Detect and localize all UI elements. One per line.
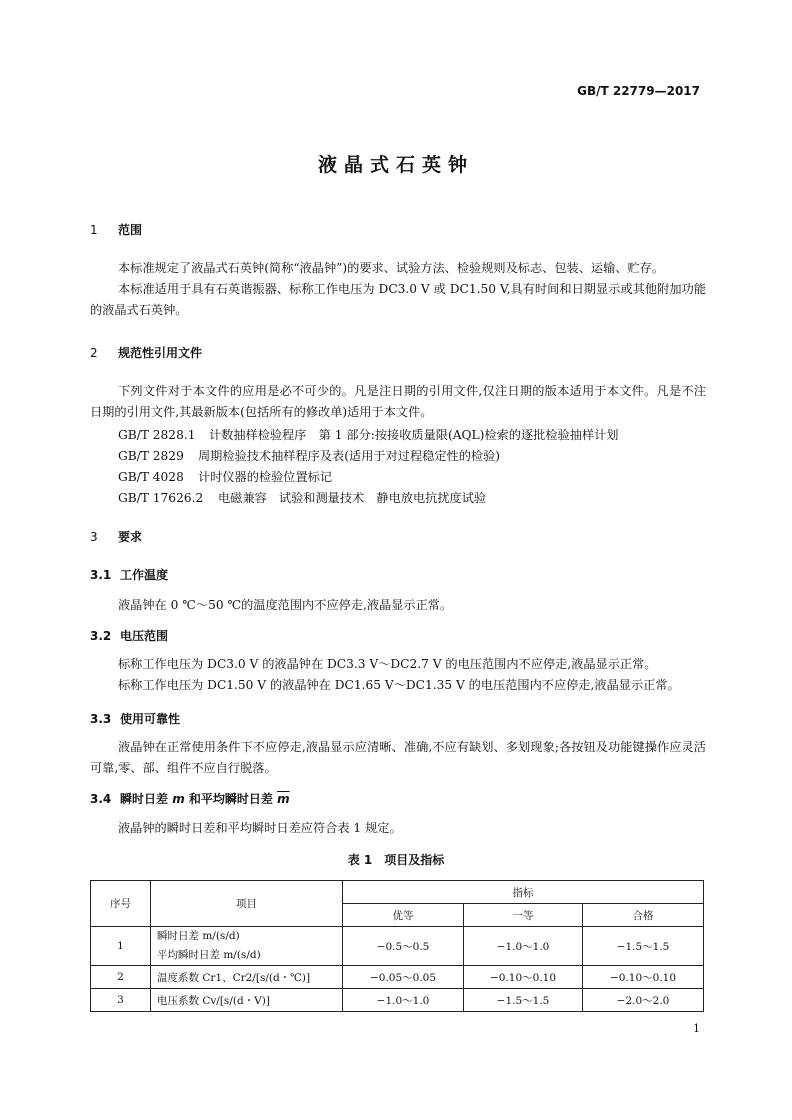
header-no: 序号 xyxy=(91,881,151,927)
cell-grade-first: −1.5～1.5 xyxy=(464,989,583,1012)
header-item: 项目 xyxy=(151,881,343,927)
reference-title: 计时仪器的检验位置标记 xyxy=(198,470,333,484)
reference-item xyxy=(118,489,486,506)
section-2-paragraph-1: 下列文件对于本文件的应用是必不可少的。凡是注日期的引用文件,仅注日期的版本适用于本文件。凡是不注日期的引用文件,其最新版本(包括所有的修改单)适用于本文件。 xyxy=(90,384,706,419)
section-title: 要求 xyxy=(118,530,143,544)
section-title: 范围 xyxy=(118,223,143,237)
header-indicator: 指标 xyxy=(343,881,704,904)
section-1-paragraph-2: 本标准适用于具有石英谐振器、标称工作电压为 DC3.0 V 或 DC1.50 V,具有时间和日期显示或其他附加功能的液晶式石英钟。 xyxy=(90,282,706,317)
cell-grade-excellent: −0.05～0.05 xyxy=(343,966,464,989)
reference-title: 周期检验技术抽样程序及表(适用于对过程稳定性的检验) xyxy=(198,449,501,463)
subsection-number: 3.1 xyxy=(90,568,112,582)
table-row xyxy=(91,989,704,1012)
subsection-title: 工作温度 xyxy=(120,568,169,582)
table-row xyxy=(91,966,704,989)
subsection-number: 3.4 xyxy=(90,792,112,806)
subsection-3-1-heading xyxy=(90,566,168,583)
cell-grade-first: −1.0～1.0 xyxy=(464,927,583,966)
subsection-3-2-paragraph-1: 标称工作电压为 DC3.0 V 的液晶钟在 DC3.3 V～DC2.7 V 的电压范围内不应停走,液晶显示正常。 xyxy=(118,657,657,671)
reference-code: GB/T 2829 xyxy=(118,449,184,463)
table-header-row xyxy=(91,881,704,904)
header-grade-qualified: 合格 xyxy=(583,904,704,927)
subsection-title: 电压范围 xyxy=(120,629,169,643)
subsection-title-part: 和平均瞬时日差 xyxy=(184,792,278,806)
cell-item-line: 瞬时日差 m/(s/d) xyxy=(157,930,240,942)
cell-grade-qualified: −1.5～1.5 xyxy=(583,927,704,966)
table-row xyxy=(91,927,704,966)
subsection-title: 使用可靠性 xyxy=(120,712,181,726)
cell-no: 1 xyxy=(91,927,151,966)
section-title: 规范性引用文件 xyxy=(118,346,203,360)
subsection-number: 3.3 xyxy=(90,712,112,726)
subsection-3-3-heading xyxy=(90,710,180,727)
document-title: 液晶式石英钟 xyxy=(317,154,474,176)
subsection-number: 3.2 xyxy=(90,629,112,643)
cell-item-line: 平均瞬时日差 m/(s/d) xyxy=(157,949,261,961)
reference-code: GB/T 17626.2 xyxy=(118,491,204,505)
reference-code: GB/T 2828.1 xyxy=(118,428,196,442)
cell-no: 2 xyxy=(91,966,151,989)
cell-grade-excellent: −0.5～0.5 xyxy=(343,927,464,966)
page-number: 1 xyxy=(693,1022,700,1035)
subsection-3-3-paragraph: 液晶钟在正常使用条件下不应停走,液晶显示应清晰、准确,不应有缺划、多划现象;各按钮及功能键操作应灵活可靠,零、部、组件不应自行脱落。 xyxy=(90,740,706,775)
section-number: 1 xyxy=(90,223,98,237)
subsection-3-4-paragraph: 液晶钟的瞬时日差和平均瞬时日差应符合表 1 规定。 xyxy=(118,821,402,835)
section-number: 3 xyxy=(90,530,98,544)
reference-item xyxy=(118,447,500,464)
section-3-heading xyxy=(90,528,142,545)
symbol-m: m xyxy=(172,792,185,806)
section-1-heading xyxy=(90,221,142,238)
subsection-title-part: 瞬时日差 xyxy=(120,792,173,806)
cell-no: 3 xyxy=(91,989,151,1012)
cell-grade-first: −0.10～0.10 xyxy=(464,966,583,989)
cell-grade-qualified: −2.0～2.0 xyxy=(583,989,704,1012)
header-grade-excellent: 优等 xyxy=(343,904,464,927)
header-grade-first: 一等 xyxy=(464,904,583,927)
subsection-3-2-heading xyxy=(90,627,168,644)
reference-title: 电磁兼容 试验和测量技术 静电放电抗扰度试验 xyxy=(218,491,487,505)
subsection-3-2-paragraph-2: 标称工作电压为 DC1.50 V 的液晶钟在 DC1.65 V～DC1.35 V 的电压范围内不应停走,液晶显示正常。 xyxy=(118,678,680,692)
section-1-paragraph-1: 本标准规定了液晶式石英钟(简称“液晶钟”)的要求、试验方法、检验规则及标志、包装、运输、贮存。 xyxy=(118,261,665,275)
spec-table xyxy=(90,880,704,1012)
reference-item xyxy=(118,468,332,485)
subsection-3-1-paragraph: 液晶钟在 0 ℃～50 ℃的温度范围内不应停走,液晶显示正常。 xyxy=(118,598,453,612)
standard-code: GB/T 22779—2017 xyxy=(577,84,700,98)
cell-item: 电压系数 Cv/[s/(d・V)] xyxy=(151,989,343,1012)
reference-code: GB/T 4028 xyxy=(118,470,184,484)
subsection-3-4-heading xyxy=(90,790,290,807)
section-number: 2 xyxy=(90,346,98,360)
reference-title: 计数抽样检验程序 第 1 部分:按接收质量限(AQL)检索的逐批检验抽样计划 xyxy=(209,428,619,442)
cell-grade-qualified: −0.10～0.10 xyxy=(583,966,704,989)
symbol-m-bar: $\overline{m}$ xyxy=(277,792,290,806)
cell-grade-excellent: −1.0～1.0 xyxy=(343,989,464,1012)
reference-item xyxy=(118,426,618,443)
table-caption: 表 1 项目及指标 xyxy=(347,853,445,867)
section-2-heading xyxy=(90,344,202,361)
cell-item xyxy=(151,927,343,966)
cell-item: 温度系数 Cr1、Cr2/[s/(d・℃)] xyxy=(151,966,343,989)
